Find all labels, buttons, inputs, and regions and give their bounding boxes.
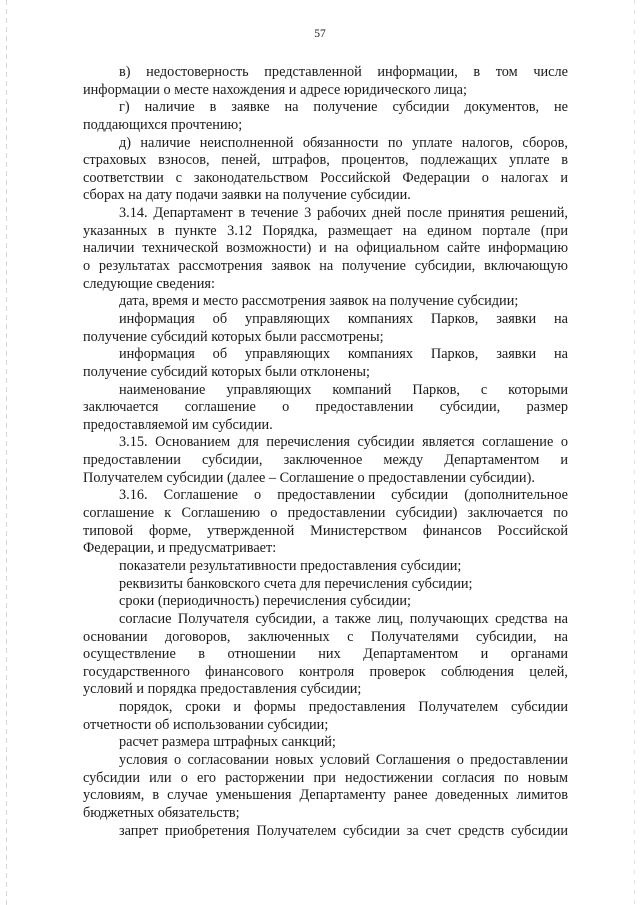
text-line: бюджетных обязательств; <box>83 804 240 821</box>
scan-edge-left <box>6 0 7 905</box>
text-line: г) наличие в заявке на получение субсидии документов, не <box>119 99 568 116</box>
text-line: реквизиты банковского счета для перечисления субсидии; <box>119 575 473 592</box>
text-line: наименование управляющих компаний Парков, с которыми <box>119 381 568 398</box>
text-line: заключается соглашение о предоставлении субсидии, размер <box>83 399 568 416</box>
text-line: 3.15. Основанием для перечисления субсидии является соглашение о <box>119 434 568 451</box>
text-line: получение субсидий которых были рассмотрены; <box>83 328 384 345</box>
text-line: дата, время и место рассмотрения заявок на получение субсидии; <box>119 293 519 310</box>
text-line: информация об управляющих компаниях Парков, заявки на <box>119 310 568 327</box>
scan-edge-right <box>634 0 635 905</box>
text-line: предоставлении субсидии, заключенное между Департаментом и <box>83 452 568 469</box>
text-line: осуществление в отношении них Департаментом и органами <box>83 646 568 663</box>
text-line: запрет приобретения Получателем субсидии за счет средств субсидии <box>119 822 568 839</box>
text-line: основании договоров, заключенных с Получателями субсидии, на <box>83 628 568 645</box>
text-line: порядок, сроки и формы предоставления Получателем субсидии <box>119 699 568 716</box>
text-line: наличии технической возможности) и на официальном сайте информацию <box>83 240 568 257</box>
text-line: страховых взносов, пеней, штрафов, процентов, подлежащих уплате в <box>83 152 568 169</box>
text-line: соглашение к Соглашению о предоставлении субсидии) заключается по <box>83 505 568 522</box>
page-number: 57 <box>314 28 326 40</box>
text-line: 3.16. Соглашение о предоставлении субсидии (дополнительное <box>119 487 568 504</box>
text-line: информации о месте нахождения и адресе юридического лица; <box>83 81 467 98</box>
text-line: типовой форме, утвержденной Министерством финансов Российской <box>83 522 568 539</box>
text-line: соответствии с законодательством Российской Федерации о налогах и <box>83 169 568 186</box>
text-line: сроки (периодичность) перечисления субсидии; <box>119 593 412 610</box>
text-line: отчетности об использовании субсидии; <box>83 716 329 733</box>
text-line: предоставляемой им субсидии. <box>83 416 273 433</box>
text-line: согласие Получателя субсидии, а также лиц, получающих средства на <box>119 610 568 627</box>
text-line: сборах на дату подачи заявки на получение субсидии. <box>83 187 411 204</box>
text-line: информация об управляющих компаниях Парков, заявки на <box>119 346 568 363</box>
text-line: о результатах рассмотрения заявок на получение субсидии, включающую <box>83 258 568 275</box>
text-line: д) наличие неисполненной обязанности по уплате налогов, сборов, <box>119 134 568 151</box>
text-line: в) недостоверность представленной информации, в том числе <box>119 64 568 80</box>
text-line: государственного финансового контроля проверок соблюдения целей, <box>83 663 568 680</box>
text-line: условиям, в случае уменьшения Департаменту ранее доведенных лимитов <box>83 787 568 804</box>
text-line: следующие сведения: <box>83 275 215 292</box>
document-body <box>83 64 568 840</box>
text-line: расчет размера штрафных санкций; <box>119 734 336 751</box>
text-line: показатели результативности предоставления субсидии; <box>119 557 462 574</box>
text-line: субсидии или о его расторжении при недостижении согласия по новым <box>83 769 568 786</box>
text-line: условий и порядка предоставления субсидии; <box>83 681 362 698</box>
text-line: Получателем субсидии (далее – Соглашение о предоставлении субсидии). <box>83 469 535 486</box>
text-line: указанных в пункте 3.12 Порядка, размещает на едином портале (при <box>83 222 568 239</box>
text-line: условия о согласовании новых условий Соглашения о предоставлении <box>119 751 568 768</box>
text-line: получение субсидий которых были отклонены; <box>83 363 370 380</box>
text-line: поддающихся прочтению; <box>83 116 243 133</box>
text-line: Федерации, и предусматривает: <box>83 540 277 557</box>
text-line: 3.14. Департамент в течение 3 рабочих дней после принятия решений, <box>119 205 568 222</box>
